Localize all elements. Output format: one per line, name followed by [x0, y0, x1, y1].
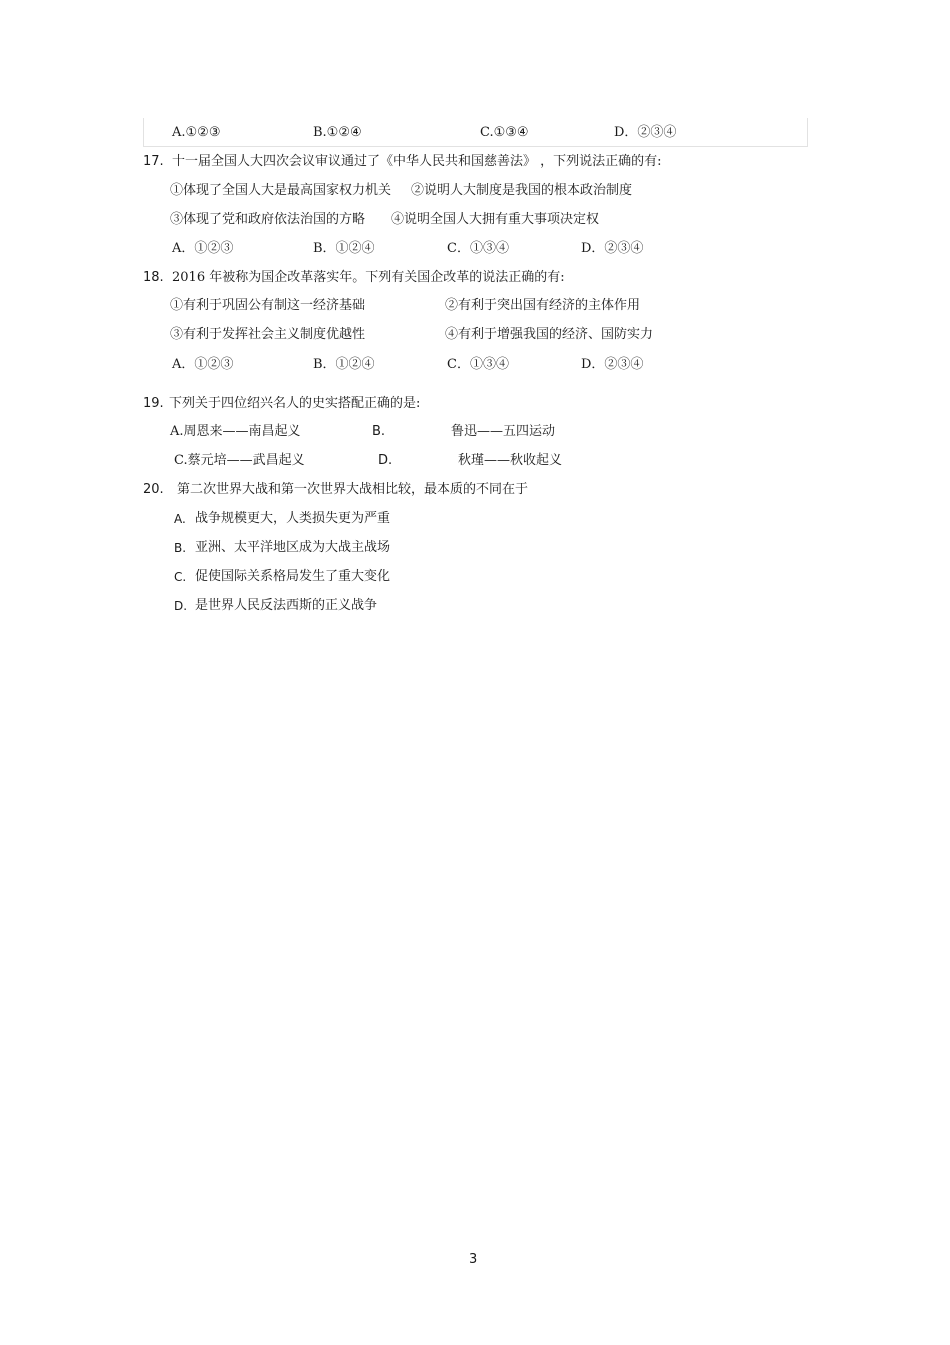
q19-number: 19. — [143, 396, 164, 411]
q20-option-b-letter: B. — [174, 541, 187, 555]
q20-option-d-text: 是世界人民反法西斯的正义战争 — [195, 598, 378, 613]
q19-option-b-text: 鲁迅——五四运动 — [451, 424, 556, 439]
q16-box-bottom-border — [143, 146, 808, 147]
q17-item-1: ①体现了全国人大是最高国家权力机关 — [170, 183, 392, 198]
q20-option-b-text: 亚洲、太平洋地区成为大战主战场 — [195, 540, 391, 555]
q17-item-3: ③体现了党和政府依法治国的方略 — [170, 212, 366, 227]
q19-option-c: C.蔡元培——武昌起义 — [174, 453, 305, 468]
q18-option-c: C．①③④ — [447, 357, 509, 372]
q19-option-a: A.周恩来——南昌起义 — [170, 424, 301, 439]
q18-item-1: ①有利于巩固公有制这一经济基础 — [170, 298, 366, 313]
q19-option-d-text: 秋瑾——秋收起义 — [458, 453, 563, 468]
page-number: 3 — [469, 1252, 478, 1267]
q20-number: 20. — [143, 482, 164, 497]
q17-item-4: ④说明全国人大拥有重大事项决定权 — [391, 212, 600, 227]
q18-option-d: D．②③④ — [581, 357, 644, 372]
q18-option-a: A．①②③ — [172, 357, 234, 372]
q20-stem: 第二次世界大战和第一次世界大战相比较，最本质的不同在于 — [177, 482, 529, 497]
q16-box-left-border — [143, 118, 144, 146]
q20-option-a-text: 战争规模更大，人类损失更为严重 — [195, 511, 391, 526]
q17-option-a: A．①②③ — [172, 241, 234, 256]
q20-option-c-letter: C. — [174, 570, 187, 584]
q17-option-b: B．①②④ — [313, 241, 375, 256]
q19-option-d-letter: D. — [378, 453, 393, 468]
q18-item-2: ②有利于突出国有经济的主体作用 — [445, 298, 641, 313]
q18-option-b: B．①②④ — [313, 357, 375, 372]
q19-option-b-letter: B. — [372, 424, 386, 439]
q20-option-c-text: 促使国际关系格局发生了重大变化 — [195, 569, 391, 584]
q18-item-3: ③有利于发挥社会主义制度优越性 — [170, 327, 366, 342]
q18-item-4: ④有利于增强我国的经济、国防实力 — [445, 327, 654, 342]
q19-stem: 下列关于四位绍兴名人的史实搭配正确的是: — [169, 396, 421, 411]
q20-option-a-letter: A. — [174, 512, 186, 526]
q16-option-b: B.①②④ — [313, 125, 362, 140]
q20-option-d-letter: D. — [174, 599, 188, 613]
q16-option-a: A.①②③ — [172, 125, 221, 140]
q18-stem: 2016 年被称为国企改革落实年。下列有关国企改革的说法正确的有: — [172, 270, 565, 285]
q17-option-d: D．②③④ — [581, 241, 644, 256]
q17-stem: 十一届全国人大四次会议审议通过了《中华人民共和国慈善法》 ，下列说法正确的有: — [172, 154, 662, 169]
q17-number: 17. — [143, 154, 164, 169]
q17-item-2: ②说明人大制度是我国的根本政治制度 — [411, 183, 633, 198]
q17-option-c: C．①③④ — [447, 241, 509, 256]
q16-box-right-border — [807, 118, 808, 146]
q16-option-c: C.①③④ — [480, 125, 529, 140]
q16-option-d: D．②③④ — [614, 125, 677, 140]
q18-number: 18. — [143, 270, 164, 285]
